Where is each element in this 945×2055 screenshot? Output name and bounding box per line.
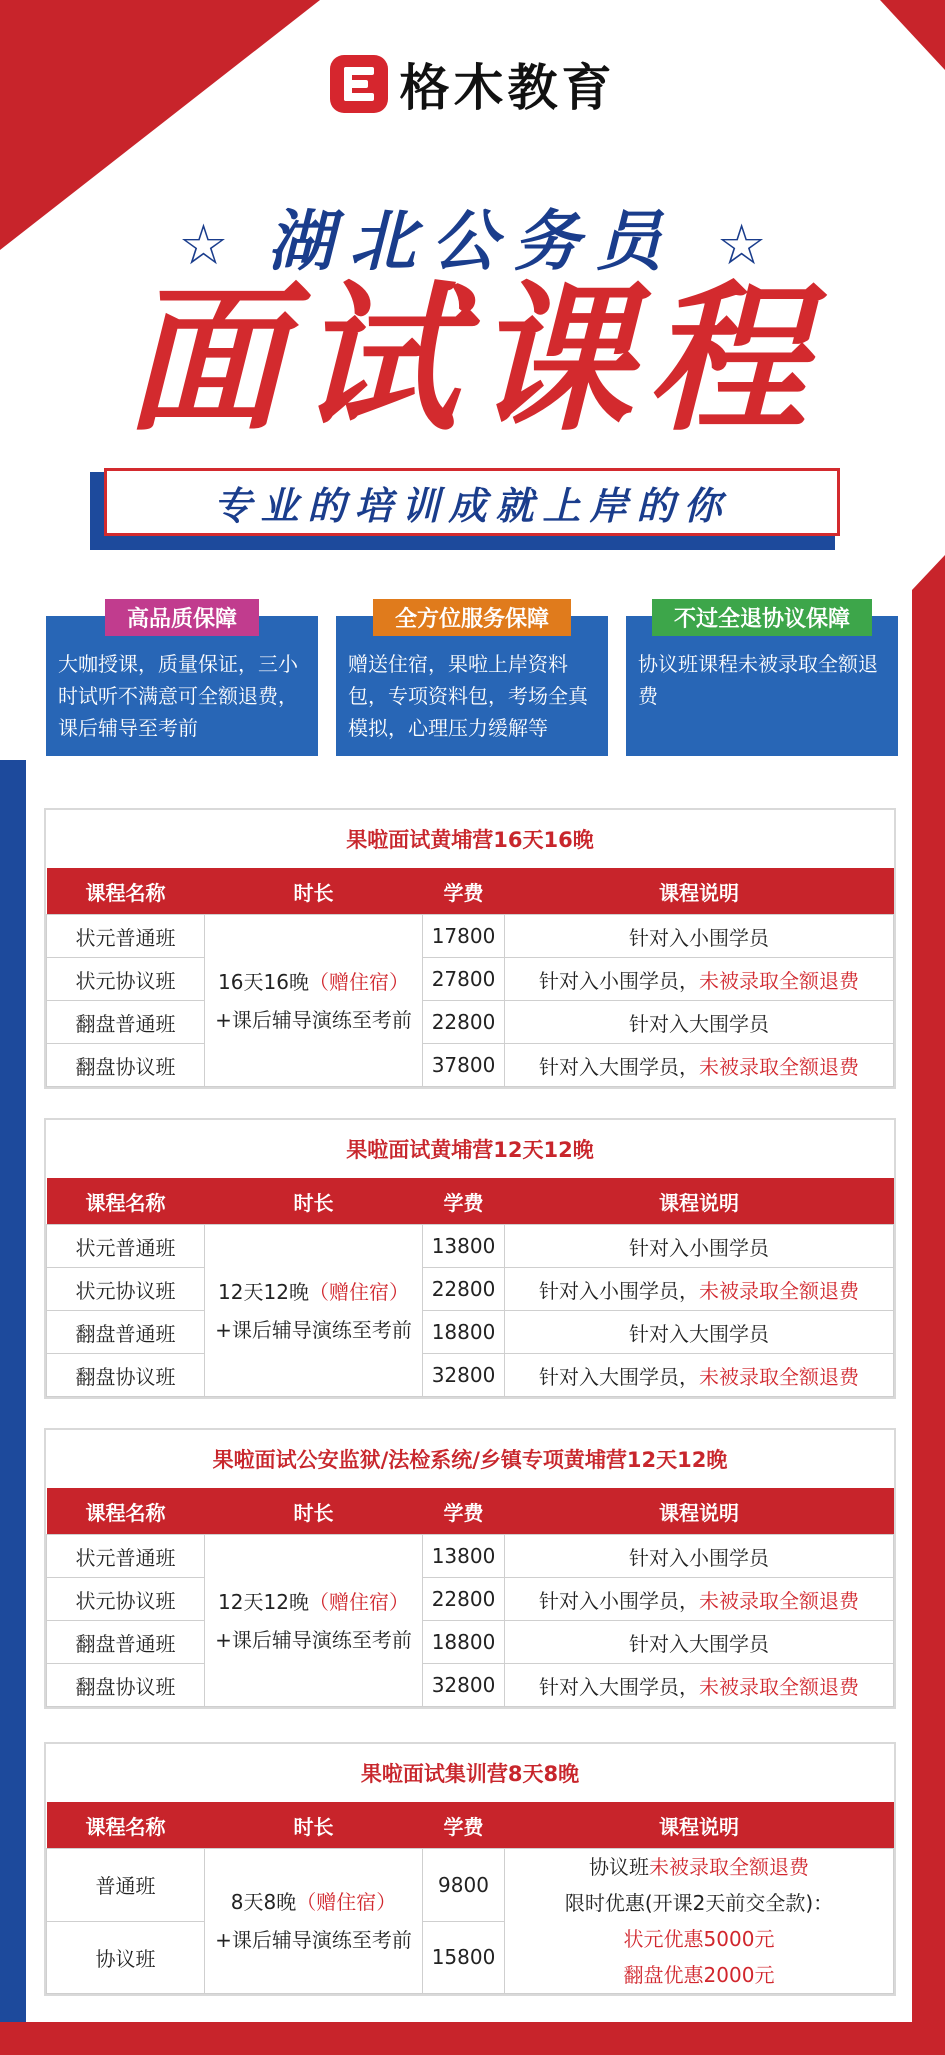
feature-tag: 不过全退协议保障	[652, 599, 872, 636]
camp-note	[505, 1849, 894, 1994]
feature-tag: 全方位服务保障	[373, 599, 571, 636]
course-name: 协议班	[47, 1921, 205, 1994]
header-duration: 时长	[205, 1802, 423, 1849]
course-fee: 18800	[423, 1311, 505, 1354]
note-red: 未被录取全额退费	[649, 1855, 809, 1879]
header-desc: 课程说明	[505, 1488, 894, 1535]
duration-main: 16天16晚	[218, 969, 309, 994]
course-name: 翻盘协议班	[47, 1044, 205, 1087]
course-name: 翻盘普通班	[47, 1621, 205, 1664]
course-name: 翻盘协议班	[47, 1354, 205, 1397]
brand-name: 格木教育	[399, 59, 616, 117]
course-panel-1	[44, 808, 896, 1089]
table-row	[47, 958, 894, 1001]
table-row	[47, 1044, 894, 1087]
table-row	[47, 915, 894, 958]
course-name: 普通班	[47, 1849, 205, 1922]
header-duration: 时长	[205, 1178, 423, 1225]
course-desc: 针对入小围学员，未被录取全额退费	[505, 958, 894, 1001]
header-desc: 课程说明	[505, 1802, 894, 1849]
course-desc: 针对入大围学员	[505, 1621, 894, 1664]
bottom-bar	[0, 2022, 945, 2055]
course-panel-2	[44, 1118, 896, 1399]
course-name: 状元协议班	[47, 958, 205, 1001]
course-name: 翻盘协议班	[47, 1664, 205, 1707]
duration-gift: （赠住宿）	[296, 1890, 397, 1914]
e-logo-icon	[330, 55, 388, 113]
note-discount: 限时优惠(开课2天前交全款)：	[564, 1891, 834, 1915]
course-desc: 针对入小围学员	[505, 1535, 894, 1578]
course-table	[46, 1488, 894, 1707]
table-row	[47, 1354, 894, 1397]
course-fee: 27800	[423, 958, 505, 1001]
course-desc: 针对入小围学员，未被录取全额退费	[505, 1578, 894, 1621]
header-name: 课程名称	[47, 1488, 205, 1535]
duration-extra: +课后辅导演练至考前	[215, 1627, 412, 1652]
note-fanpan: 翻盘优惠2000元	[623, 1963, 775, 1987]
course-fee: 18800	[423, 1621, 505, 1664]
table-row	[47, 1225, 894, 1268]
duration-extra: +课后辅导演练至考前	[215, 1317, 412, 1342]
course-fee: 22800	[423, 1001, 505, 1044]
duration-main: 8天8晚	[230, 1890, 297, 1914]
panel-title: 果啦面试黄埔营16天16晚	[346, 828, 594, 852]
table-row	[47, 1268, 894, 1311]
course-desc: 针对入大围学员	[505, 1311, 894, 1354]
course-fee: 15800	[423, 1921, 505, 1994]
course-name: 状元协议班	[47, 1578, 205, 1621]
header-desc: 课程说明	[505, 868, 894, 915]
course-fee: 13800	[423, 1535, 505, 1578]
title-main: 面试课程	[124, 266, 821, 453]
duration-main: 12天12晚	[218, 1589, 309, 1614]
slogan-banner: 专业的培训成就上岸的你	[104, 468, 840, 536]
header-name: 课程名称	[47, 868, 205, 915]
table-row	[47, 1578, 894, 1621]
right-red-strip	[912, 555, 945, 2055]
course-desc: 针对入小围学员	[505, 1225, 894, 1268]
duration-cell	[205, 1849, 423, 1994]
feature-tag: 高品质保障	[105, 599, 259, 636]
course-fee: 32800	[423, 1664, 505, 1707]
title-province: 湖北公务员	[267, 203, 678, 280]
course-panel-camp	[44, 1742, 896, 1996]
course-name: 翻盘普通班	[47, 1001, 205, 1044]
course-desc: 针对入小围学员	[505, 915, 894, 958]
panel-title: 果啦面试黄埔营12天12晚	[346, 1138, 594, 1162]
table-row	[47, 1621, 894, 1664]
course-fee: 17800	[423, 915, 505, 958]
header-duration: 时长	[205, 1488, 423, 1535]
course-panel-3	[44, 1428, 896, 1709]
table-row	[47, 1311, 894, 1354]
course-desc: 针对入大围学员	[505, 1001, 894, 1044]
course-table	[46, 1178, 894, 1397]
course-name: 状元协议班	[47, 1268, 205, 1311]
course-table	[46, 1802, 894, 1994]
course-name: 状元普通班	[47, 915, 205, 958]
course-fee: 13800	[423, 1225, 505, 1268]
course-desc: 针对入大围学员，未被录取全额退费	[505, 1354, 894, 1397]
course-desc: 针对入大围学员，未被录取全额退费	[505, 1664, 894, 1707]
brand-logo	[0, 48, 945, 120]
note-plain: 协议班	[589, 1855, 649, 1879]
table-row	[47, 1001, 894, 1044]
course-name: 状元普通班	[47, 1535, 205, 1578]
feature-box-refund	[626, 607, 898, 756]
course-desc: 针对入小围学员，未被录取全额退费	[505, 1268, 894, 1311]
header-fee: 学费	[423, 1488, 505, 1535]
note-zhuangyuan: 状元优惠5000元	[623, 1927, 775, 1951]
header-desc: 课程说明	[505, 1178, 894, 1225]
panel-title: 果啦面试集训营8天8晚	[360, 1762, 580, 1786]
duration-main: 12天12晚	[218, 1279, 309, 1304]
header-name: 课程名称	[47, 1178, 205, 1225]
course-fee: 22800	[423, 1268, 505, 1311]
star-right-icon: ☆	[716, 213, 767, 278]
course-name: 翻盘普通班	[47, 1311, 205, 1354]
feature-desc: 协议班课程未被录取全额退费	[638, 652, 878, 708]
duration-gift: （赠住宿）	[308, 1279, 409, 1304]
feature-desc: 大咖授课，质量保证，三小时试听不满意可全额退费，课后辅导至考前	[58, 652, 298, 740]
course-fee: 22800	[423, 1578, 505, 1621]
header-fee: 学费	[423, 1178, 505, 1225]
star-left-icon: ☆	[178, 213, 229, 278]
panel-title: 果啦面试公安监狱/法检系统/乡镇专项黄埔营12天12晚	[212, 1448, 728, 1472]
header-name: 课程名称	[47, 1802, 205, 1849]
table-row	[47, 1535, 894, 1578]
duration-cell	[205, 1225, 423, 1397]
duration-gift: （赠住宿）	[308, 1589, 409, 1614]
table-row	[47, 1664, 894, 1707]
duration-extra: +课后辅导演练至考前	[215, 1007, 412, 1032]
duration-cell	[205, 1535, 423, 1707]
course-fee: 37800	[423, 1044, 505, 1087]
feature-box-quality	[46, 607, 318, 756]
left-blue-strip	[0, 760, 26, 2055]
header-duration: 时长	[205, 868, 423, 915]
header-fee: 学费	[423, 1802, 505, 1849]
course-fee: 32800	[423, 1354, 505, 1397]
course-name: 状元普通班	[47, 1225, 205, 1268]
course-table	[46, 868, 894, 1087]
duration-gift: （赠住宿）	[308, 969, 409, 994]
course-desc: 针对入大围学员，未被录取全额退费	[505, 1044, 894, 1087]
duration-extra: +课后辅导演练至考前	[215, 1928, 412, 1952]
course-fee: 9800	[423, 1849, 505, 1922]
table-row	[47, 1849, 894, 1922]
header-fee: 学费	[423, 868, 505, 915]
feature-desc: 赠送住宿，果啦上岸资料包，专项资料包，考场全真模拟，心理压力缓解等	[348, 652, 588, 740]
duration-cell	[205, 915, 423, 1087]
feature-box-service	[336, 607, 608, 756]
